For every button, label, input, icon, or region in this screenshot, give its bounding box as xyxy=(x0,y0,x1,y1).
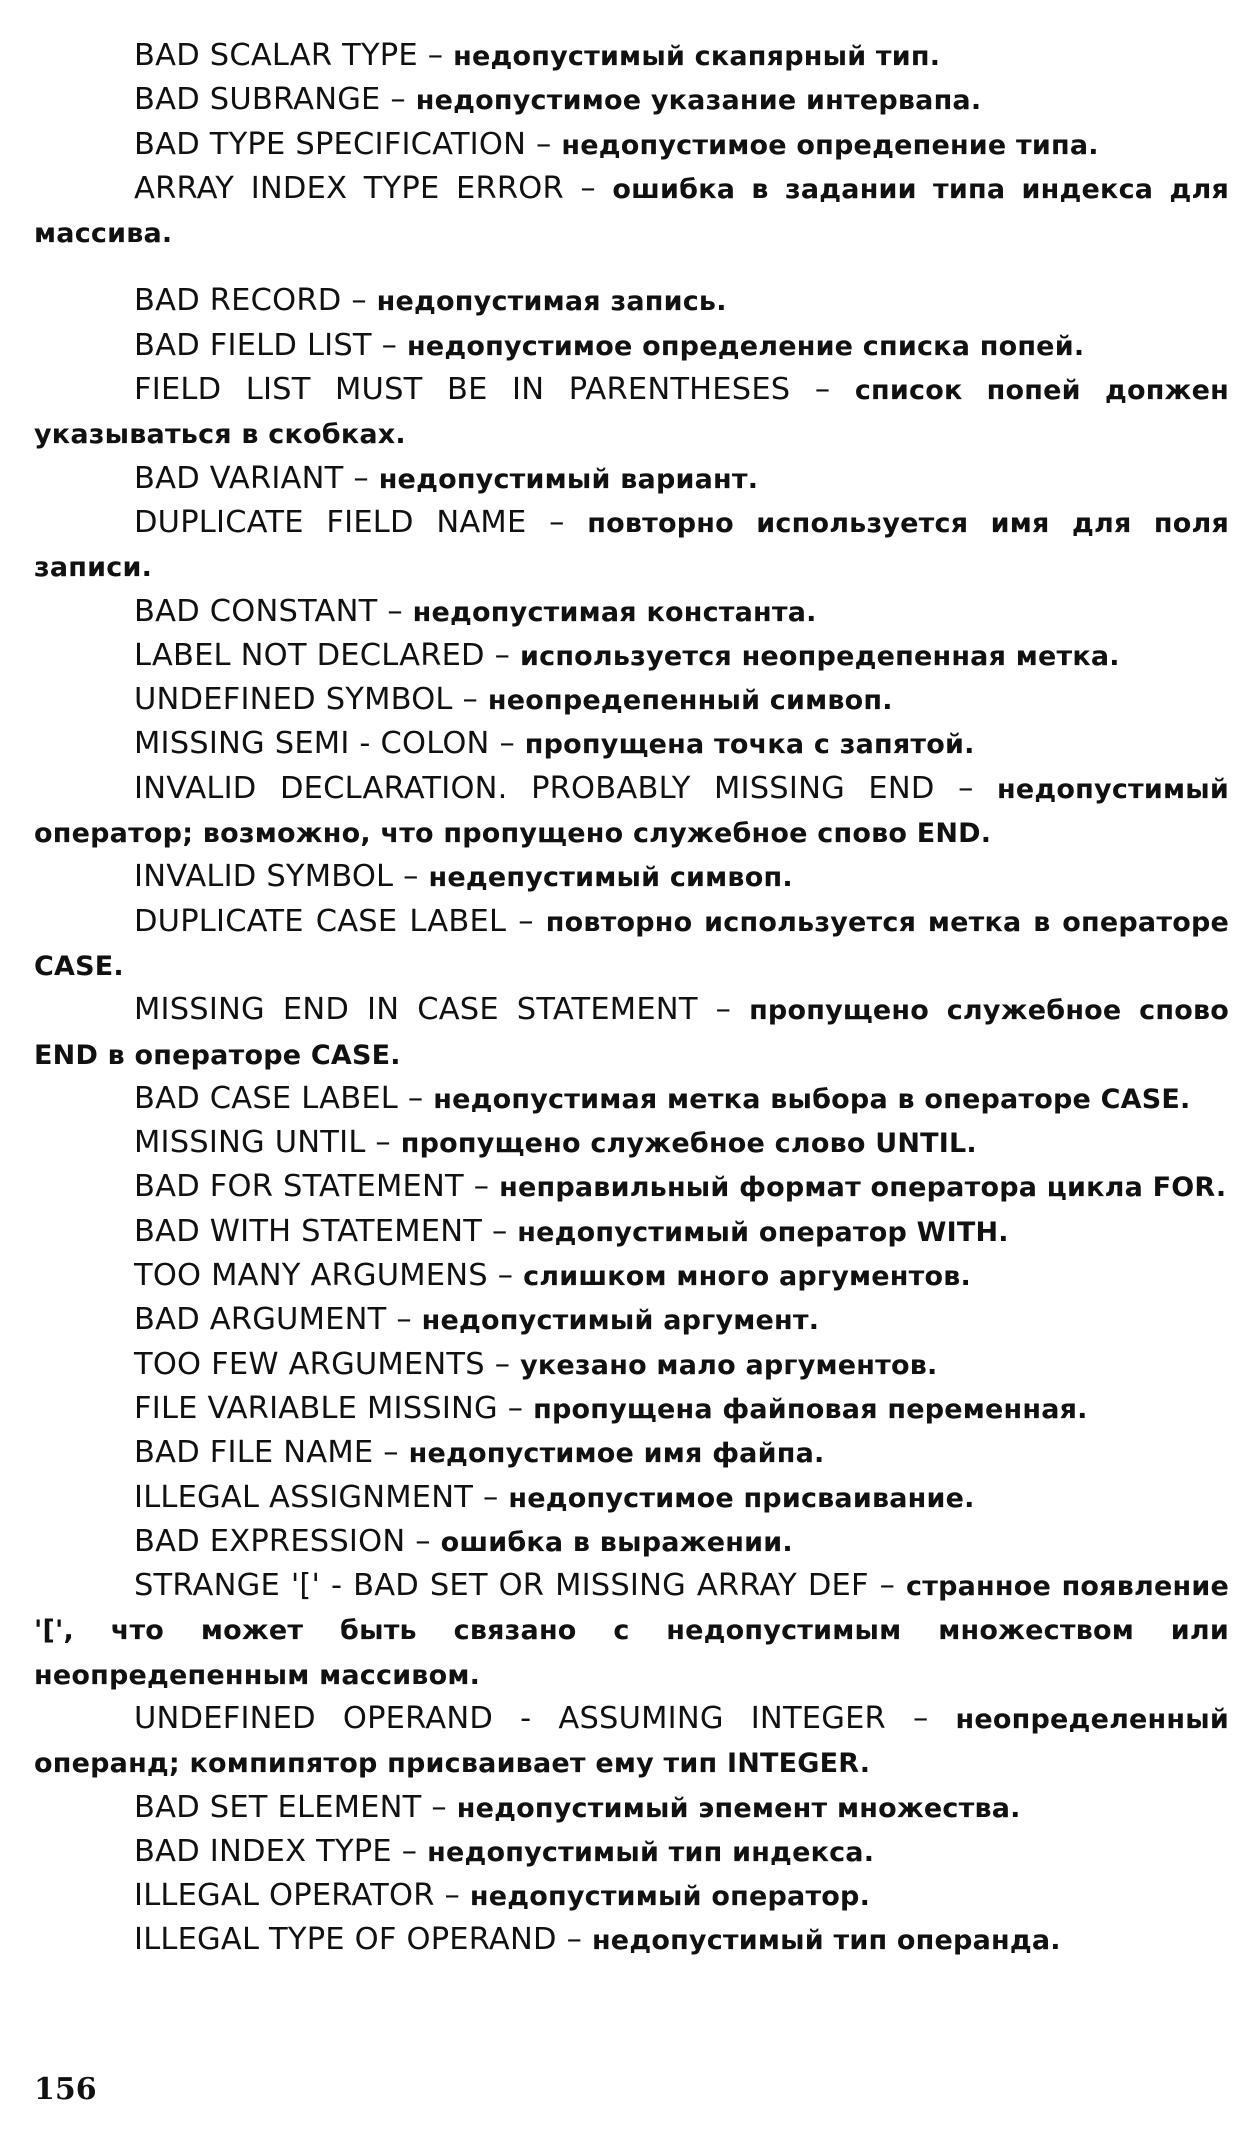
list-item xyxy=(34,1786,1229,1830)
error-description: недопустимый тип операнда. xyxy=(591,1925,1061,1957)
list-item xyxy=(34,123,1229,167)
error-description: ошибка в задании типа индекса для массива. xyxy=(34,173,1229,250)
error-message: INVALID DECLARATION. PROBABLY MISSING END xyxy=(134,770,935,806)
error-message: BAD FILE NAME xyxy=(134,1435,374,1471)
error-description: повторно используется имя для поля записи. xyxy=(34,507,1229,584)
error-description: пропущена точка с запятой. xyxy=(524,729,975,761)
separator: – xyxy=(556,1922,592,1958)
error-message: TOO FEW ARGUMENTS xyxy=(134,1346,485,1382)
separator: – xyxy=(377,593,413,629)
error-description: недопустимое опредепение типа. xyxy=(561,129,1099,161)
separator: – xyxy=(506,903,546,939)
error-message: BAD FOR STATEMENT xyxy=(134,1169,464,1205)
separator: – xyxy=(489,726,525,762)
list-item xyxy=(34,368,1229,457)
error-message: BAD INDEX TYPE xyxy=(134,1833,392,1869)
error-description: неопредепенный симвоп. xyxy=(487,685,893,717)
list-item xyxy=(34,324,1229,368)
list-item xyxy=(34,1343,1229,1387)
error-description: укезано мало аргументов. xyxy=(520,1349,938,1381)
separator: – xyxy=(563,170,613,206)
separator: – xyxy=(484,637,520,673)
list-item xyxy=(34,1077,1229,1121)
error-message: MISSING SEMI - COLON xyxy=(134,726,490,762)
separator: – xyxy=(497,1390,534,1426)
error-description: недопустимое имя файпа. xyxy=(408,1438,825,1470)
error-message: BAD TYPE SPECIFICATION xyxy=(134,126,527,162)
list-item xyxy=(34,1830,1229,1874)
error-message: BAD VARIANT xyxy=(134,460,344,496)
list-item xyxy=(34,1697,1229,1786)
separator: – xyxy=(417,38,454,73)
error-message: UNDEFINED OPERAND - ASSUMING INTEGER xyxy=(134,1700,886,1736)
separator: – xyxy=(434,1878,470,1914)
separator: – xyxy=(934,770,998,806)
error-message: FIELD LIST MUST BE IN PARENTHESES xyxy=(134,372,791,408)
error-message: BAD SUBRANGE xyxy=(134,82,381,118)
separator: – xyxy=(373,1435,409,1471)
separator: – xyxy=(398,1080,434,1116)
list-item xyxy=(34,767,1229,856)
list-item xyxy=(34,1165,1229,1209)
list-item xyxy=(34,1874,1229,1918)
error-message: MISSING END IN CASE STATEMENT xyxy=(134,992,698,1028)
separator: – xyxy=(452,682,488,718)
separator: – xyxy=(790,372,855,408)
error-description: недопустимый аргумент. xyxy=(421,1305,820,1337)
separator: – xyxy=(473,1479,509,1515)
list-item xyxy=(34,1918,1229,1962)
list-item xyxy=(34,1431,1229,1475)
list-item xyxy=(34,457,1229,501)
error-message: ARRAY INDEX TYPE ERROR xyxy=(134,170,564,206)
list-item xyxy=(34,988,1229,1077)
list-item xyxy=(34,1121,1229,1165)
error-description: недопустимый оператор. xyxy=(469,1881,871,1913)
list-item xyxy=(34,634,1229,678)
error-description: неопределенный операнд; компипятор присваивает ему тип INTEGER. xyxy=(34,1703,1230,1780)
error-description: список попей допжен указываться в скобках. xyxy=(34,375,1229,451)
separator: – xyxy=(391,1833,428,1869)
error-description: недопустимое определение списка попей. xyxy=(406,330,1085,362)
error-description: недопустимый вариант. xyxy=(378,463,759,495)
error-message: BAD WITH STATEMENT xyxy=(134,1213,483,1249)
error-message: ILLEGAL TYPE OF OPERAND xyxy=(134,1922,557,1958)
error-message: LABEL NOT DECLARED xyxy=(134,637,485,673)
error-message: MISSING UNTIL xyxy=(134,1125,366,1161)
list-item xyxy=(34,1298,1229,1342)
list-item xyxy=(34,722,1229,766)
error-description: недопустимый оператор WITH. xyxy=(517,1216,1009,1248)
separator: – xyxy=(421,1789,457,1825)
separator: – xyxy=(386,1302,422,1338)
error-message: INVALID SYMBOL xyxy=(134,859,394,895)
error-description: повторно используется метка в операторе CASE. xyxy=(34,906,1229,982)
list-item xyxy=(34,1564,1229,1697)
error-message: BAD RECORD xyxy=(134,283,342,319)
list-item xyxy=(34,1387,1229,1431)
separator: – xyxy=(885,1700,956,1736)
list-item xyxy=(34,78,1229,122)
separator: – xyxy=(405,1523,441,1559)
error-message: DUPLICATE FIELD NAME xyxy=(134,504,527,540)
separator: – xyxy=(371,327,407,363)
separator: – xyxy=(341,283,377,319)
error-message: BAD FIELD LIST xyxy=(134,327,372,363)
error-description: пропущено служебное слово UNTIL. xyxy=(400,1128,977,1160)
separator: – xyxy=(380,82,416,118)
error-description: недопустимое присваивание. xyxy=(508,1482,975,1514)
error-description: используется неопредепенная метка. xyxy=(520,640,1120,672)
list-item xyxy=(34,34,1229,78)
error-description: недопустимое указание интервапа. xyxy=(415,85,982,117)
list-item xyxy=(34,1254,1229,1298)
error-description: слишком много аргументов. xyxy=(523,1261,971,1293)
separator: – xyxy=(526,504,588,540)
error-message: FILE VARIABLE MISSING xyxy=(134,1390,498,1426)
error-message: BAD CASE LABEL xyxy=(134,1080,399,1116)
error-message: BAD SCALAR TYPE xyxy=(134,38,418,73)
error-description: недопустимый тип индекса. xyxy=(427,1836,875,1868)
separator: – xyxy=(393,859,429,895)
error-description: пропущено служебное спово END в операторе CASE. xyxy=(34,995,1229,1071)
list-item xyxy=(34,1476,1229,1520)
error-message: TOO MANY ARGUMENS xyxy=(134,1258,488,1294)
error-message: BAD ARGUMENT xyxy=(134,1302,387,1338)
list-item xyxy=(34,279,1229,323)
error-description: недопустимая метка выбора в операторе CASE. xyxy=(433,1083,1191,1115)
error-message: BAD EXPRESSION xyxy=(134,1523,406,1559)
error-description: недопустимый скапярный тип. xyxy=(453,41,941,72)
error-description: пропущена файповая переменная. xyxy=(533,1393,1088,1425)
separator: – xyxy=(365,1125,401,1161)
list-item xyxy=(34,900,1229,989)
separator: – xyxy=(868,1568,907,1604)
error-message: ILLEGAL ASSIGNMENT xyxy=(134,1479,474,1515)
error-message: BAD SET ELEMENT xyxy=(134,1789,422,1825)
list-item xyxy=(34,855,1229,899)
error-description: недопустимый эпемент множества. xyxy=(456,1792,1021,1824)
error-message: UNDEFINED SYMBOL xyxy=(134,682,453,718)
error-message: DUPLICATE CASE LABEL xyxy=(134,903,507,939)
separator: – xyxy=(487,1258,524,1294)
error-description: ошибка в выражении. xyxy=(440,1526,793,1558)
error-description: недепустимый симвоп. xyxy=(428,862,793,894)
error-description: недопустимая запись. xyxy=(376,286,727,318)
error-description: странное появление '[', что может быть связано с недопустимым множеством или неопредепенным массивом. xyxy=(34,1571,1229,1691)
page-number: 156 xyxy=(34,2072,97,2107)
error-message: STRANGE '[' - BAD SET OR MISSING ARRAY DEF xyxy=(134,1568,869,1604)
separator: – xyxy=(484,1346,521,1382)
error-description: неправильный формат оператора цикла FOR. xyxy=(499,1172,1227,1204)
error-description: недопустимый оператор; возможно, что пропущено служебное спово END. xyxy=(34,773,1229,850)
error-message-list xyxy=(34,34,1229,1963)
list-item xyxy=(34,590,1229,634)
list-item xyxy=(34,167,1229,256)
list-item xyxy=(34,1520,1229,1564)
error-message: BAD CONSTANT xyxy=(134,593,378,629)
separator: – xyxy=(463,1169,500,1205)
separator: – xyxy=(697,992,750,1028)
list-item xyxy=(34,501,1229,590)
separator: – xyxy=(526,126,562,162)
list-item xyxy=(34,678,1229,722)
error-message: ILLEGAL OPERATOR xyxy=(134,1878,435,1914)
separator: – xyxy=(482,1213,518,1249)
separator: – xyxy=(343,460,379,496)
list-item xyxy=(34,1210,1229,1254)
error-description: недопустимая константа. xyxy=(412,596,817,628)
